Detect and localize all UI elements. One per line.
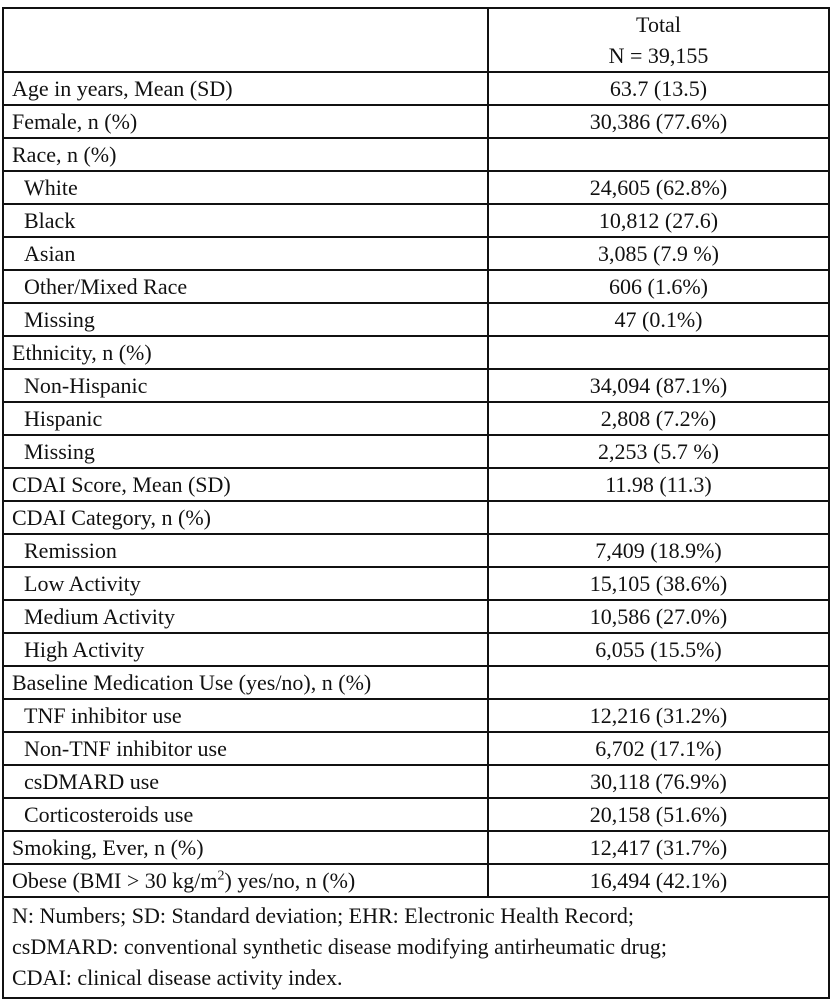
table-row (3, 72, 829, 105)
row-value: 606 (1.6%) (488, 270, 829, 303)
row-label: White (3, 171, 488, 204)
table-row (3, 171, 829, 204)
row-label: Non-TNF inhibitor use (3, 732, 488, 765)
row-value: 2,808 (7.2%) (488, 402, 829, 435)
table-row (3, 138, 829, 171)
footnote-line: csDMARD: conventional synthetic disease modifying antirheumatic drug; (12, 934, 667, 959)
row-label: Age in years, Mean (SD) (3, 72, 488, 105)
row-value: 47 (0.1%) (488, 303, 829, 336)
obese-label-post: ) yes/no, n (%) (224, 868, 356, 893)
row-label: Low Activity (3, 567, 488, 600)
table-row-obese (3, 864, 829, 897)
table-row (3, 567, 829, 600)
table-row (3, 501, 829, 534)
table-row (3, 732, 829, 765)
footnote-line: CDAI: clinical disease activity index. (12, 965, 343, 990)
row-value: 20,158 (51.6%) (488, 798, 829, 831)
table-row (3, 798, 829, 831)
row-label: Missing (3, 303, 488, 336)
row-label: CDAI Score, Mean (SD) (3, 468, 488, 501)
row-value: 2,253 (5.7 %) (488, 435, 829, 468)
obese-label-sup: 2 (217, 868, 225, 884)
row-value: 12,417 (31.7%) (488, 831, 829, 864)
row-label: Smoking, Ever, n (%) (3, 831, 488, 864)
header-total-n: N = 39,155 (608, 43, 709, 68)
header-empty-cell (3, 8, 488, 72)
table-header-row (3, 8, 829, 72)
table-row (3, 336, 829, 369)
row-label: Ethnicity, n (%) (3, 336, 488, 369)
row-value: 10,812 (27.6) (488, 204, 829, 237)
row-value: 7,409 (18.9%) (488, 534, 829, 567)
row-label: CDAI Category, n (%) (3, 501, 488, 534)
row-value: 63.7 (13.5) (488, 72, 829, 105)
table-row (3, 435, 829, 468)
row-value: 15,105 (38.6%) (488, 567, 829, 600)
row-value: 6,702 (17.1%) (488, 732, 829, 765)
table-row (3, 666, 829, 699)
footnote (3, 897, 829, 998)
row-label: Asian (3, 237, 488, 270)
row-label: Medium Activity (3, 600, 488, 633)
row-value (488, 666, 829, 699)
row-value: 6,055 (15.5%) (488, 633, 829, 666)
row-value (488, 336, 829, 369)
row-value: 11.98 (11.3) (488, 468, 829, 501)
table-row (3, 303, 829, 336)
row-value: 24,605 (62.8%) (488, 171, 829, 204)
table-row (3, 402, 829, 435)
row-label: Other/Mixed Race (3, 270, 488, 303)
row-label: Race, n (%) (3, 138, 488, 171)
header-total-cell (488, 8, 829, 72)
row-label: Hispanic (3, 402, 488, 435)
row-value: 10,586 (27.0%) (488, 600, 829, 633)
table-row (3, 105, 829, 138)
row-label: Remission (3, 534, 488, 567)
row-value: 16,494 (42.1%) (488, 864, 829, 897)
row-label (3, 864, 488, 897)
row-value (488, 501, 829, 534)
footnote-row (3, 897, 829, 998)
row-label: Female, n (%) (3, 105, 488, 138)
table-row (3, 699, 829, 732)
row-label: csDMARD use (3, 765, 488, 798)
table-row (3, 534, 829, 567)
header-total-title: Total (636, 12, 681, 37)
table-row (3, 204, 829, 237)
row-value: 30,386 (77.6%) (488, 105, 829, 138)
table-row (3, 369, 829, 402)
row-label: Non-Hispanic (3, 369, 488, 402)
table-row (3, 237, 829, 270)
table-row (3, 633, 829, 666)
row-label: High Activity (3, 633, 488, 666)
obese-label-pre: Obese (BMI > 30 kg/m (12, 868, 218, 893)
table-row (3, 765, 829, 798)
baseline-characteristics-table (2, 7, 830, 999)
row-label: Missing (3, 435, 488, 468)
table-row (3, 270, 829, 303)
footnote-line: N: Numbers; SD: Standard deviation; EHR: Electronic Health Record; (12, 903, 634, 928)
row-value: 12,216 (31.2%) (488, 699, 829, 732)
row-label: TNF inhibitor use (3, 699, 488, 732)
row-value: 30,118 (76.9%) (488, 765, 829, 798)
row-label: Black (3, 204, 488, 237)
row-label: Baseline Medication Use (yes/no), n (%) (3, 666, 488, 699)
table-row (3, 600, 829, 633)
row-value (488, 138, 829, 171)
row-value: 34,094 (87.1%) (488, 369, 829, 402)
table-row (3, 468, 829, 501)
row-label: Corticosteroids use (3, 798, 488, 831)
row-value: 3,085 (7.9 %) (488, 237, 829, 270)
table-row (3, 831, 829, 864)
